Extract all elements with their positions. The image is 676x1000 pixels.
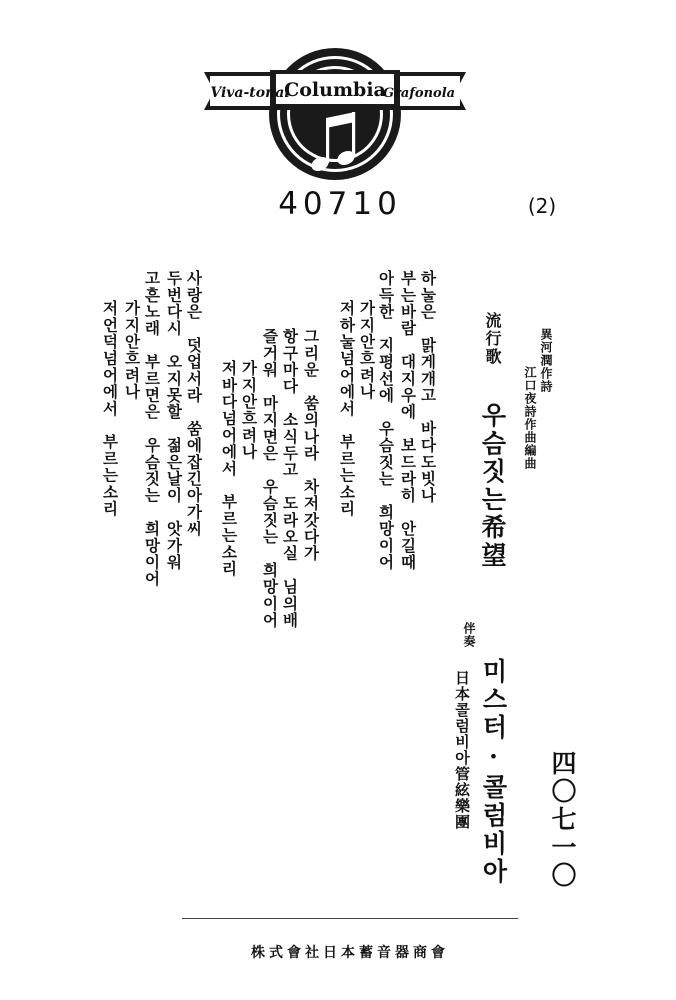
verse2-line3: 즐거워 마지면은 우슴짓는 희망이어	[260, 328, 280, 629]
verse3-line2: 두번다시 오지못할 젊은날이 앗가워	[164, 270, 184, 571]
side-number: (2)	[527, 194, 557, 218]
logo-center-text: Columbia	[284, 79, 386, 101]
logo-right-text: Grafonola	[382, 86, 456, 101]
song-title: 우슴짓는希望	[478, 402, 507, 570]
verse2-line1: 그리운 쑴의나라 차저갓다가	[301, 328, 321, 562]
columbia-emblem-icon	[200, 40, 470, 188]
footer-divider	[182, 918, 518, 919]
genre-label: 流行歌	[483, 312, 502, 366]
composer-credit: 江口夜詩作曲編曲	[523, 366, 537, 470]
publisher-name: 株式會社日本蓄音器商會	[251, 945, 449, 961]
verse2-line5: 저바다넘어에서 부르는소리	[219, 360, 239, 578]
catalog-number-kanji: 四〇七一〇	[548, 750, 577, 890]
verse1-line1: 하눌은 맑게개고 바다도빗나	[418, 270, 438, 504]
catalog-number: 40710	[278, 186, 402, 222]
verse3-line3: 고흔노래 부르면은 우슴짓는 희망이어	[142, 270, 162, 588]
verse2-line4: 가지안흐려나	[239, 360, 259, 461]
accompaniment-label: 伴奏	[462, 622, 476, 648]
verse2-line2: 항구마다 소식두고 도라오실 님의배	[280, 328, 300, 629]
verse3-line1: 사랑은 덧업서라 쑴에잡긴아가씨	[184, 270, 204, 538]
verse1-line5: 저하눌넘어에서 부르는소리	[337, 300, 357, 518]
verse1-line2: 부는바람 대지우에 보드라히 안길때	[398, 270, 418, 571]
verse1-line3: 아득한 지평선에 우슴짓는 희망이어	[376, 270, 396, 571]
verse3-line4: 가지안흐려나	[122, 300, 142, 401]
artist-name: 미스터·콜럼비아	[479, 658, 508, 886]
verse3-line5: 저언덕넘어에서 부르는소리	[100, 300, 120, 518]
verse1-line4: 가지안흐려나	[357, 300, 377, 401]
orchestra-name: 日本콜럼비아管絃樂團	[453, 670, 471, 830]
logo-left-text: Viva-tonal	[210, 85, 290, 101]
lyricist-credit: 異河潤作詩	[539, 328, 553, 393]
columbia-logo	[200, 40, 470, 188]
